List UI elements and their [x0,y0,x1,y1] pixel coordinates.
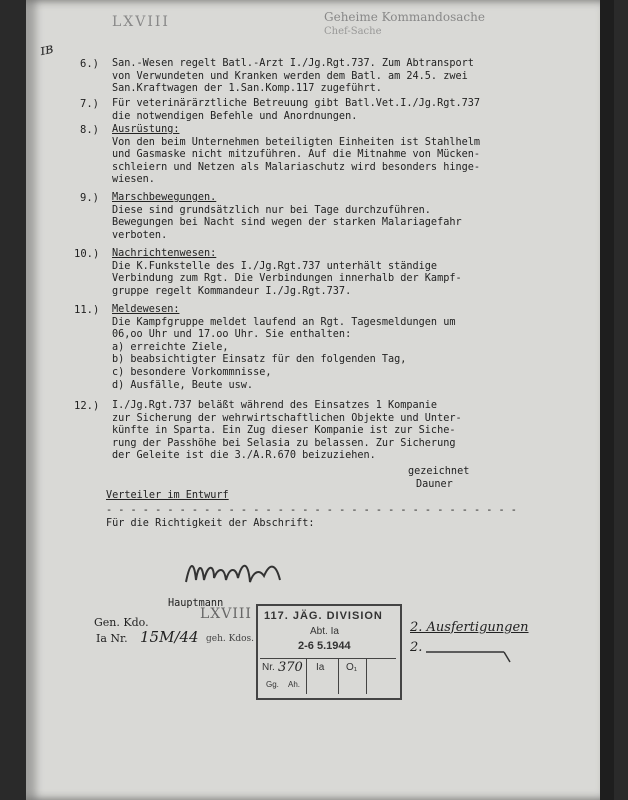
handwritten-stroke [424,646,524,666]
item-line: Marschbewegungen. [112,192,217,203]
richtigkeit-label: Für die Richtigkeit der Abschrift: [106,518,315,529]
item-line: der Geleite ist die 3./A.R.670 beizuziehen. [112,450,376,462]
stamp-nr-value: 370 [278,660,303,675]
item-line: San.Kraftwagen der 1.San.Komp.117 zugeführt. [112,83,382,95]
item-line: Verbindung zum Rgt. Die Verbindungen innerhalb der Kampf- [112,273,462,285]
stamp-sub2: Ah. [288,680,301,689]
item-line: Nachrichtenwesen: [112,248,217,259]
stamp-divider [366,658,367,694]
header-lxviii: LXVIII [112,14,170,30]
item-line: Für veterinärärztliche Betreuung gibt Batl.Vet.I./Jg.Rgt.737 [112,98,481,109]
ia-suffix: geh. Kdos. [206,634,254,644]
item-line: Bewegungen bei Nacht sind wegen der starken Malariagefahr [112,217,462,229]
rank-label: Hauptmann [168,598,224,609]
signature [180,552,300,592]
item-line: gruppe regelt Kommandeur I./Jg.Rgt.737. [112,285,352,297]
verteiler-label: Verteiler im Entwurf [106,490,229,501]
item-line: von Verwundeten und Kranken werden dem Batl. am 24.5. zwei [112,70,468,82]
item-line: Ausrüstung: [112,124,180,135]
stamp-nr-label: Nr. [262,662,275,673]
stamp-title: 117. JÄG. DIVISION [264,610,383,622]
item-line: San.-Wesen regelt Batl.-Arzt I./Jg.Rgt.737. Zum Abtransport [112,58,474,69]
item-line: a) erreichte Ziele, [112,341,229,353]
stamp-date: 2-6 5.1944 [298,640,351,652]
item-line: die notwendigen Befehle und Anordnungen. [112,110,358,122]
item-number: 10.) [74,248,100,260]
stamp-divider [338,658,339,694]
handwritten-ausfertigungen: 2. Ausfertigungen [410,620,529,635]
gen-kdo-label: Gen. Kdo. [94,616,149,629]
division-stamp [256,604,402,700]
header-chef: Chef-Sache [324,26,382,37]
item-line: wiesen. [112,174,155,186]
item-line: Meldewesen: [112,304,180,315]
item-number: 11.) [74,304,100,316]
stamp-ia: Ia [316,662,325,673]
item-number: 12.) [74,400,100,412]
item-line: Diese sind grundsätzlich nur bei Tage durchzuführen. [112,204,431,216]
item-line: I./Jg.Rgt.737 beläßt während des Einsatzes 1 Kompanie [112,400,438,411]
item-line: Die Kampfgruppe meldet laufend an Rgt. Tagesmeldungen um [112,316,456,328]
dash-line: - - - - - - - - - - - - - - - - - - - - - - - - - - - - - - - - - - [106,505,517,516]
item-line: schleiern und Netzen als Malariaschutz wird besonders hinge- [112,161,481,173]
handwritten-number: 2. [410,640,423,655]
item-number: 8.) [80,124,99,136]
item-line: b) beabsichtigter Einsatz für den folgenden Tag, [112,354,407,366]
handwritten-margin-note: ɪʙ [38,38,55,60]
item-line: rung der Passhöhe bei Selasia zu belassen. Zur Sicherung [112,437,456,449]
scan-right-edge [600,0,614,800]
ia-nr-value: 15M/44 [140,628,199,646]
scan-left-edge [0,0,26,800]
item-line: und Gasmaske nicht mitzuführen. Auf die Mitnahme von Mücken- [112,149,481,161]
item-line: d) Ausfälle, Beute usw. [112,379,254,391]
stamp-o1: O₁ [346,662,358,673]
item-line: 06,oo Uhr und 17.oo Uhr. Sie enthalten: [112,329,352,341]
ia-nr-label: Ia Nr. [96,632,128,645]
stamp-abt: Abt. Ia [310,626,339,637]
item-number: 9.) [80,192,99,204]
item-number: 6.) [80,58,99,70]
item-number: 7.) [80,98,99,110]
header-geheim: Geheime Kommandosache [324,10,485,24]
item-line: c) besondere Vorkommnisse, [112,367,272,378]
item-line: Von den beim Unternehmen beteiligten Einheiten ist Stahlhelm [112,136,481,148]
item-line: verboten. [112,229,168,241]
stamp-sub1: Gg. [266,680,279,689]
signed-label: gezeichnet [408,466,470,477]
footer-lxviii: LXVIII [200,606,252,622]
item-line: zur Sicherung der wehrwirtschaftlichen Objekte und Unter- [112,412,462,424]
stamp-divider [306,658,307,694]
item-line: Die K.Funkstelle des I./Jg.Rgt.737 unterhält ständige [112,260,438,272]
signed-name: Dauner [416,479,453,490]
header-stamp [84,8,504,46]
item-line: künfte in Sparta. Ein Zug dieser Kompanie ist zur Siche- [112,425,456,437]
